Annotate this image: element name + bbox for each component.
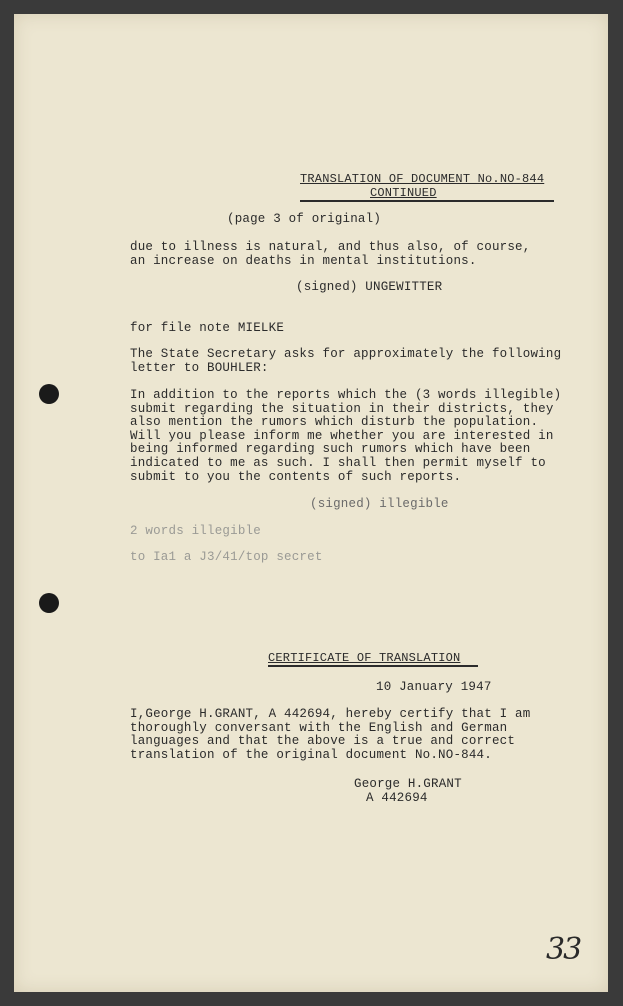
signature-name: George H.GRANT — [354, 777, 462, 791]
certificate-line: translation of the original document No.NO-844. — [130, 747, 492, 762]
certificate-rule — [268, 665, 478, 667]
punch-hole-top — [39, 384, 59, 404]
document-title: TRANSLATION OF DOCUMENT No.NO-844 — [300, 172, 545, 186]
intro-paragraph — [130, 241, 530, 268]
letter-line: also mention the rumors which disturb the population. — [130, 415, 539, 430]
certificate-line: I,George H.GRANT, A 442694, hereby certify that I am — [130, 707, 531, 721]
certificate-title: CERTIFICATE OF TRANSLATION — [268, 651, 461, 665]
illegible-note: 2 words illegible — [130, 524, 261, 538]
signature-illegible: (signed) illegible — [310, 497, 449, 511]
page-number: 33 — [546, 932, 581, 967]
request-line: The State Secretary asks for approximately the following — [130, 347, 562, 361]
header-rule — [300, 200, 554, 202]
request-line: letter to BOUHLER: — [130, 360, 269, 375]
intro-line: due to illness is natural, and thus also, of course, — [130, 240, 531, 254]
punch-hole-bottom — [39, 593, 59, 613]
certificate-line: thoroughly conversant with the English and German — [130, 720, 508, 735]
letter-line: submit to you the contents of such reports. — [130, 469, 462, 484]
certificate-date: 10 January 1947 — [376, 680, 492, 694]
letter-line: indicated to me as such. I shall then permit myself to — [130, 455, 546, 470]
page-reference: (page 3 of original) — [227, 212, 382, 226]
letter-line: In addition to the reports which the (3 words illegible) — [130, 388, 562, 402]
document-page — [14, 14, 608, 992]
intro-line: an increase on deaths in mental institutions. — [130, 253, 477, 268]
letter-line: being informed regarding such rumors which have been — [130, 442, 531, 457]
letter-paragraph — [130, 389, 561, 484]
signature-id: A 442694 — [366, 791, 428, 805]
letter-line: submit regarding the situation in their districts, they — [130, 401, 554, 416]
file-note: for file note MIELKE — [130, 321, 285, 335]
request-paragraph — [130, 348, 561, 375]
certificate-body — [130, 708, 530, 762]
signature-ungewitter: (signed) UNGEWITTER — [296, 280, 443, 294]
document-subtitle: CONTINUED — [370, 186, 437, 200]
to-line: to Ia1 a J3/41/top secret — [130, 550, 323, 564]
letter-line: Will you please inform me whether you are interested in — [130, 428, 554, 443]
certificate-line: languages and that the above is a true and correct — [130, 734, 516, 749]
